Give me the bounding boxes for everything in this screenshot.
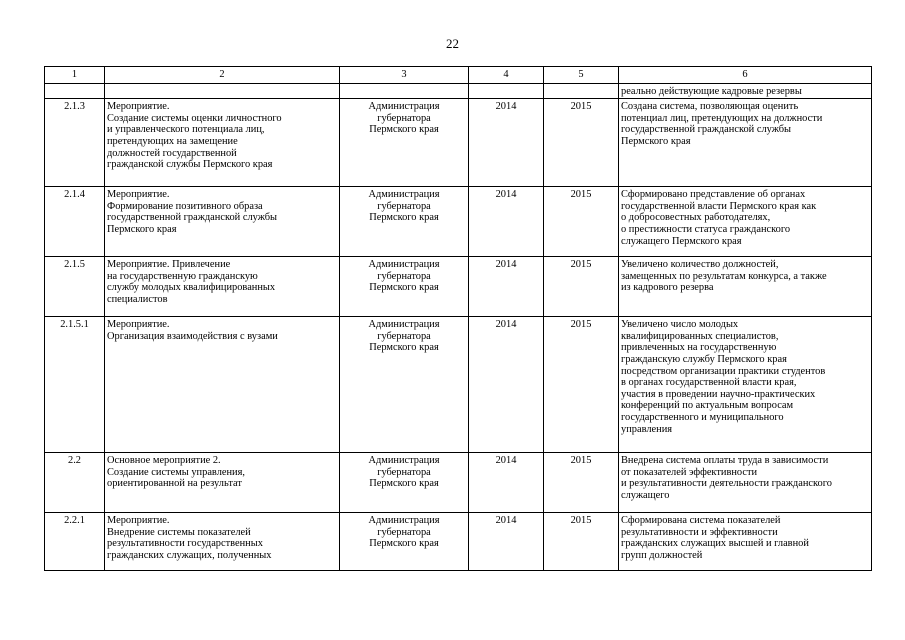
cell-start: 2014 [469,453,544,513]
cell-executor: Администрация губернатора Пермского края [340,317,469,453]
cell-result: Сформировано представление об органах государственной власти Пермского края как о добросовестных работодателях, о престижности статуса гражданского служащего Пермского края [619,187,872,257]
cell-event: Мероприятие. Внедрение системы показателей результативности государственных гражданских служащих, полученных [105,513,340,571]
cell-event: Мероприятие. Создание системы оценки личностного и управленческого потенциала лиц, претендующих на замещение должностей государственной гражданской службы Пермского края [105,99,340,187]
cell-event: Мероприятие. Формирование позитивного образа государственной гражданской службы Пермского края [105,187,340,257]
table-row [45,187,872,257]
cell-event: Мероприятие. Организация взаимодействия с вузами [105,317,340,453]
cell-result: Сформирована система показателей результативности и эффективности гражданских служащих высшей и главной групп должностей [619,513,872,571]
cell-num: 2.1.5 [45,257,105,317]
cell-end: 2015 [544,99,619,187]
cell-executor [340,83,469,99]
page-number: 22 [446,36,459,51]
table-header-row [45,67,872,84]
cell-result: Создана система, позволяющая оценить потенциал лиц, претендующих на должности государственной гражданской службы Пермского края [619,99,872,187]
cell-num: 2.1.3 [45,99,105,187]
header-col-5: 5 [544,67,619,84]
cell-start: 2014 [469,187,544,257]
cell-executor: Администрация губернатора Пермского края [340,187,469,257]
cell-end: 2015 [544,453,619,513]
cell-result: Внедрена система оплаты труда в зависимости от показателей эффективности и результативности деятельности гражданского служащего [619,453,872,513]
cell-executor: Администрация губернатора Пермского края [340,257,469,317]
cell-end: 2015 [544,187,619,257]
cell-start: 2014 [469,257,544,317]
cell-start [469,83,544,99]
cell-end: 2015 [544,513,619,571]
cell-event [105,83,340,99]
cell-num: 2.1.4 [45,187,105,257]
cell-executor: Администрация губернатора Пермского края [340,513,469,571]
cell-num: 2.2.1 [45,513,105,571]
cell-executor: Администрация губернатора Пермского края [340,99,469,187]
header-col-3: 3 [340,67,469,84]
cell-num: 2.1.5.1 [45,317,105,453]
table-row [45,513,872,571]
cell-end [544,83,619,99]
table-row [45,99,872,187]
cell-result: реально действующие кадровые резервы [619,83,872,99]
header-col-2: 2 [105,67,340,84]
header-col-4: 4 [469,67,544,84]
cell-end: 2015 [544,257,619,317]
cell-event: Мероприятие. Привлечение на государственную гражданскую службу молодых квалифицированных специалистов [105,257,340,317]
header-col-1: 1 [45,67,105,84]
cell-start: 2014 [469,99,544,187]
table-row [45,453,872,513]
table-row [45,257,872,317]
header-col-6: 6 [619,67,872,84]
cell-result: Увеличено число молодых квалифицированных специалистов, привлеченных на государственную гражданскую службу Пермского края посредством организации практики студентов в органах государственной власти края, участия в проведении научно-практических конференций по актуальным вопросам государственного и муниципального управления [619,317,872,453]
cell-end: 2015 [544,317,619,453]
cell-start: 2014 [469,317,544,453]
cell-event: Основное мероприятие 2. Создание системы управления, ориентированной на результат [105,453,340,513]
cell-result: Увеличено количество должностей, замещенных по результатам конкурса, а также из кадрового резерва [619,257,872,317]
continuation-row [45,83,872,99]
cell-start: 2014 [469,513,544,571]
plan-table [44,66,872,571]
cell-num: 2.2 [45,453,105,513]
cell-num [45,83,105,99]
cell-executor: Администрация губернатора Пермского края [340,453,469,513]
table-row [45,317,872,453]
